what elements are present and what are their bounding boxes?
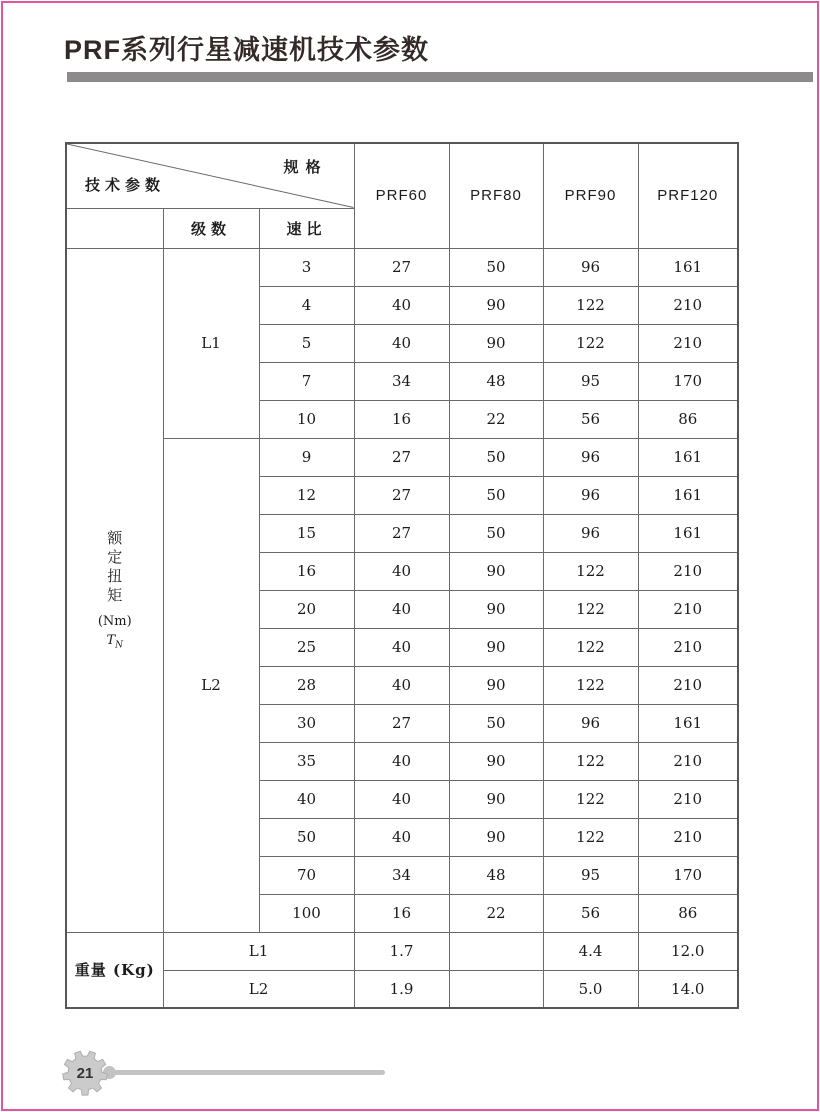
value-cell: 22 [449, 894, 543, 932]
ratio-cell: 28 [259, 666, 354, 704]
table-row [66, 438, 738, 476]
weight-value-cell: 1.7 [354, 932, 449, 970]
value-cell: 122 [543, 666, 638, 704]
corner-label-params: 技术参数 [85, 176, 166, 194]
value-cell: 90 [449, 818, 543, 856]
value-cell: 40 [354, 628, 449, 666]
value-cell: 27 [354, 438, 449, 476]
table-corner-cell [66, 143, 354, 208]
ratio-cell: 40 [259, 780, 354, 818]
weight-value-cell: 14.0 [638, 970, 738, 1008]
value-cell: 90 [449, 628, 543, 666]
torque-label-text: 额定扭矩 [105, 529, 124, 606]
value-cell: 122 [543, 818, 638, 856]
value-cell: 210 [638, 666, 738, 704]
table-body [66, 248, 738, 1008]
torque-unit: (Nm) [97, 613, 132, 629]
value-cell: 161 [638, 476, 738, 514]
value-cell: 161 [638, 514, 738, 552]
weight-value-cell: 5.0 [543, 970, 638, 1008]
ratio-cell: 35 [259, 742, 354, 780]
value-cell: 210 [638, 628, 738, 666]
ratio-cell: 20 [259, 590, 354, 628]
value-cell: 90 [449, 780, 543, 818]
value-cell: 27 [354, 514, 449, 552]
ratio-cell: 50 [259, 818, 354, 856]
value-cell: 122 [543, 742, 638, 780]
value-cell: 122 [543, 324, 638, 362]
value-cell: 96 [543, 514, 638, 552]
value-cell: 210 [638, 324, 738, 362]
value-cell: 161 [638, 248, 738, 286]
weight-value-cell: 1.9 [354, 970, 449, 1008]
weight-row [66, 970, 738, 1008]
value-cell: 16 [354, 400, 449, 438]
value-cell: 56 [543, 400, 638, 438]
value-cell: 34 [354, 856, 449, 894]
value-cell: 161 [638, 704, 738, 742]
torque-label-cell [66, 248, 163, 932]
ratio-cell: 4 [259, 286, 354, 324]
value-cell: 50 [449, 704, 543, 742]
value-cell: 16 [354, 894, 449, 932]
value-cell: 210 [638, 818, 738, 856]
value-cell: 122 [543, 286, 638, 324]
value-cell: 90 [449, 324, 543, 362]
value-cell: 50 [449, 476, 543, 514]
value-cell: 40 [354, 780, 449, 818]
weight-label-cell: 重量 (Kg) [66, 932, 163, 1008]
weight-stage-cell: L1 [163, 932, 354, 970]
value-cell: 96 [543, 438, 638, 476]
ratio-cell: 70 [259, 856, 354, 894]
value-cell: 40 [354, 742, 449, 780]
ratio-cell: 30 [259, 704, 354, 742]
corner-sub-empty-cell [66, 208, 163, 248]
value-cell: 27 [354, 248, 449, 286]
value-cell: 210 [638, 742, 738, 780]
value-cell: 40 [354, 590, 449, 628]
ratio-cell: 3 [259, 248, 354, 286]
weight-value-cell: 4.4 [543, 932, 638, 970]
value-cell: 90 [449, 742, 543, 780]
value-cell: 96 [543, 476, 638, 514]
value-cell: 122 [543, 628, 638, 666]
table-row [66, 248, 738, 286]
model-column-header: PRF60 [354, 143, 449, 248]
value-cell: 40 [354, 666, 449, 704]
table-header [66, 143, 738, 248]
model-column-header: PRF90 [543, 143, 638, 248]
stage-column-header: 级数 [163, 208, 259, 248]
value-cell: 48 [449, 856, 543, 894]
value-cell: 90 [449, 286, 543, 324]
ratio-cell: 9 [259, 438, 354, 476]
footer-line [106, 1070, 385, 1075]
corner-label-spec: 规格 [283, 159, 328, 176]
value-cell: 210 [638, 780, 738, 818]
page-title: PRF系列行星减速机技术参数 [64, 35, 429, 65]
spec-table [65, 142, 739, 1009]
weight-stage-cell: L2 [163, 970, 354, 1008]
model-column-header: PRF80 [449, 143, 543, 248]
title-rule [67, 72, 813, 82]
value-cell: 96 [543, 248, 638, 286]
value-cell: 50 [449, 248, 543, 286]
ratio-cell: 12 [259, 476, 354, 514]
value-cell: 56 [543, 894, 638, 932]
header-row-top [66, 143, 738, 208]
ratio-cell: 100 [259, 894, 354, 932]
value-cell: 90 [449, 666, 543, 704]
page-number: 21 [76, 1065, 94, 1082]
ratio-column-header: 速比 [259, 208, 354, 248]
ratio-cell: 25 [259, 628, 354, 666]
value-cell: 122 [543, 552, 638, 590]
value-cell: 40 [354, 818, 449, 856]
value-cell: 27 [354, 704, 449, 742]
value-cell: 161 [638, 438, 738, 476]
model-column-header: PRF120 [638, 143, 738, 248]
value-cell: 210 [638, 286, 738, 324]
weight-value-cell: 12.0 [638, 932, 738, 970]
value-cell: 50 [449, 438, 543, 476]
value-cell: 170 [638, 856, 738, 894]
weight-value-cell [449, 970, 543, 1008]
stage-group-cell: L1 [163, 248, 259, 438]
value-cell: 122 [543, 780, 638, 818]
torque-label [67, 530, 163, 651]
value-cell: 34 [354, 362, 449, 400]
ratio-cell: 15 [259, 514, 354, 552]
ratio-cell: 5 [259, 324, 354, 362]
value-cell: 27 [354, 476, 449, 514]
weight-row [66, 932, 738, 970]
value-cell: 170 [638, 362, 738, 400]
page-number-gear [62, 1050, 108, 1096]
value-cell: 95 [543, 362, 638, 400]
weight-value-cell [449, 932, 543, 970]
value-cell: 86 [638, 400, 738, 438]
value-cell: 210 [638, 552, 738, 590]
stage-group-cell: L2 [163, 438, 259, 932]
value-cell: 50 [449, 514, 543, 552]
value-cell: 48 [449, 362, 543, 400]
torque-symbol: $T_N$ [106, 632, 124, 651]
value-cell: 40 [354, 286, 449, 324]
value-cell: 40 [354, 552, 449, 590]
value-cell: 90 [449, 552, 543, 590]
value-cell: 86 [638, 894, 738, 932]
value-cell: 40 [354, 324, 449, 362]
value-cell: 96 [543, 704, 638, 742]
value-cell: 210 [638, 590, 738, 628]
value-cell: 122 [543, 590, 638, 628]
ratio-cell: 10 [259, 400, 354, 438]
ratio-cell: 7 [259, 362, 354, 400]
value-cell: 90 [449, 590, 543, 628]
value-cell: 95 [543, 856, 638, 894]
ratio-cell: 16 [259, 552, 354, 590]
value-cell: 22 [449, 400, 543, 438]
